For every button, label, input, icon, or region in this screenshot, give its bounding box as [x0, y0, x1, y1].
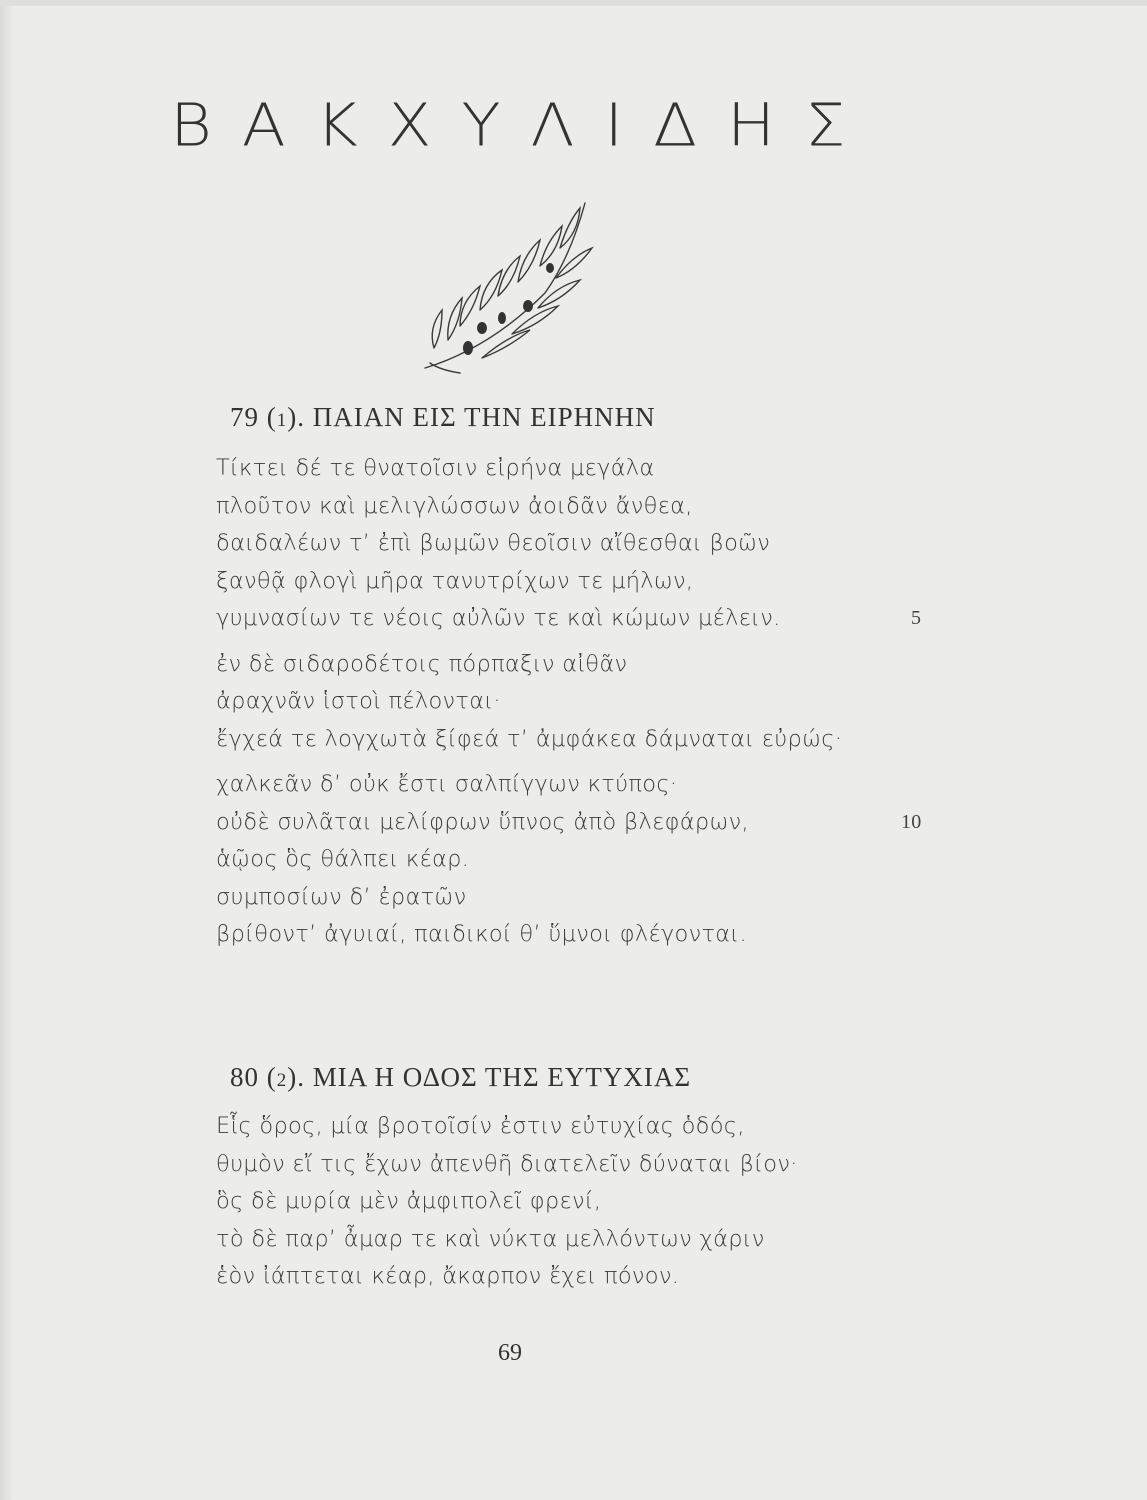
poem-heading: 79 (1). ΠΑΙΑΝ ΕΙΣ ΤΗΝ ΕΙΡΗΝΗΝ [230, 402, 656, 432]
page-edge [0, 0, 14, 1500]
poem-number: 79 [230, 402, 259, 432]
poem-line: ἐν δὲ σιδαροδέτοις πόρπαξιν αἰθᾶν [216, 650, 628, 677]
author-title: ΒΑΚΧΥΛΙΔΗΣ [170, 92, 876, 161]
poem-text [216, 450, 922, 954]
poem-line: τὸ δὲ παρ’ ἆμαρ τε καὶ νύκτα μελλόντων χάριν [216, 1225, 765, 1252]
poem-line [216, 804, 922, 842]
poem-line: θυμὸν εἴ τις ἔχων ἀπενθῆ διατελεῖν δύναται βίον· [216, 1150, 798, 1177]
poem-line: ἔγχεά τε λογχωτὰ ξίφεά τ’ ἀμφάκεα δάμναται εὐρώς· [216, 725, 843, 752]
poem-line: Εἷς ὅρος, μία βροτοῖσίν ἐστιν εὐτυχίας ὁδός, [216, 1113, 745, 1139]
line-number: 5 [911, 607, 922, 629]
poem-text [216, 1108, 798, 1296]
poem-line: χαλκεᾶν δ’ οὐκ ἔστι σαλπίγγων κτύπος· [216, 771, 678, 797]
olive-branch-icon [420, 198, 600, 388]
poem-line: πλοῦτον καὶ μελιγλώσσων ἀοιδᾶν ἄνθεα, [216, 492, 693, 519]
poem-line: ἑὸν ἰάπτεται κέαρ, ἄκαρπον ἔχει πόνον. [216, 1263, 680, 1289]
poem-line: ἁῷος ὃς θάλπει κέαρ. [216, 846, 470, 872]
page-number: 69 [498, 1340, 522, 1366]
poem-line-text: οὐδὲ συλᾶται μελίφρων ὕπνος ἀπὸ βλεφάρων, [216, 808, 749, 835]
poem-line: Τίκτει δέ τε θνατοῖσιν εἰρήνα μεγάλα [216, 455, 655, 481]
poem-heading: 80 (2). ΜΙΑ Η ΟΔΟΣ ΤΗΣ ΕΥΤΥΧΙΑΣ [230, 1062, 692, 1092]
poem-number: 80 [230, 1062, 259, 1092]
poem-line: ὃς δὲ μυρία μὲν ἀμφιπολεῖ φρενί, [216, 1188, 602, 1214]
poem-sub-number: 1 [276, 410, 288, 431]
poem-line [216, 600, 922, 638]
poem-sub-number: 2 [276, 1070, 288, 1091]
poem-line: βρίθοντ’ ἀγυιαί, παιδικοί θ’ ὕμνοι φλέγονται. [216, 921, 747, 947]
poem-line: ξανθᾷ φλογὶ μῆρα τανυτρίχων τε μήλων, [216, 567, 694, 594]
poem-line: συμποσίων δ’ ἐρατῶν [216, 883, 467, 910]
poem-title: ΜΙΑ Η ΟΔΟΣ ΤΗΣ ΕΥΤΥΧΙΑΣ [312, 1062, 692, 1092]
poem-line: ἀραχνᾶν ἱστοὶ πέλονται· [216, 688, 501, 714]
line-number: 10 [901, 810, 922, 833]
page-edge-top [0, 0, 1147, 6]
poem-line-text: γυμνασίων τε νέοις αὐλῶν τε καὶ κώμων μέλειν. [216, 605, 781, 631]
poem-title: ΠΑΙΑΝ ΕΙΣ ΤΗΝ ΕΙΡΗΝΗΝ [312, 402, 656, 432]
poem-line: δαιδαλέων τ’ ἐπὶ βωμῶν θεοῖσιν αἴθεσθαι βοῶν [216, 530, 771, 556]
